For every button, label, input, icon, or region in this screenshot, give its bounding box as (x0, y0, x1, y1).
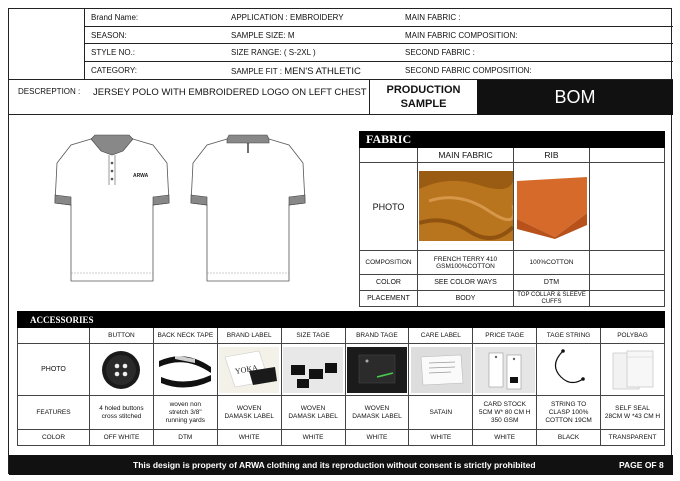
accessories-color-label: COLOR (18, 430, 90, 446)
rib-fabric-swatch (515, 173, 589, 239)
empty-fabric-color (590, 275, 665, 291)
accessory-features-size-tage (281, 396, 345, 430)
accessory-feature-line: CLASP 100% (548, 408, 589, 416)
header-row-1 (85, 9, 673, 27)
accessory-feature-line: WOVEN (236, 404, 262, 412)
accessory-features-brand-tage (345, 396, 409, 430)
accessory-color-size-tage: WHITE (281, 430, 345, 446)
brand-tag-icon (347, 347, 407, 393)
main-fabric-photo (418, 163, 514, 251)
accessory-features-back-neck-tape (153, 396, 217, 430)
rib-fabric-composition: 100%COTTON (514, 251, 590, 275)
accessory-feature-line: SATAIN (429, 408, 453, 416)
accessory-color-brand-tage: WHITE (345, 430, 409, 446)
size-range-field: SIZE RANGE: ( S-2XL ) (231, 48, 316, 57)
fabric-corner-cell (360, 148, 418, 163)
accessory-feature-line: DAMASK LABEL (224, 412, 274, 420)
accessory-photo-back-neck-tape (153, 344, 217, 396)
footer-page-number: PAGE OF 8 (619, 460, 664, 470)
season-field: SEASON: (91, 30, 127, 40)
category-field: CATEGORY: (91, 65, 137, 75)
tech-pack-sheet (8, 8, 672, 474)
accessories-corner-cell (18, 328, 90, 344)
fabric-color-label: COLOR (360, 275, 418, 291)
header-row-3 (85, 44, 673, 62)
accessory-color-back-neck-tape: DTM (153, 430, 217, 446)
empty-fabric-placement (590, 291, 665, 307)
rib-fabric-color: DTM (514, 275, 590, 291)
accessory-feature-line: WOVEN (364, 404, 390, 412)
empty-fabric-photo (590, 163, 665, 251)
accessory-feature-line: DAMASK LABEL (352, 412, 402, 420)
accessory-features-tage-string (537, 396, 601, 430)
brand-label-icon (219, 347, 279, 393)
style-no-field: STYLE NO.: (91, 48, 136, 57)
accessory-features-brand-label (217, 396, 281, 430)
accessory-header-care-label: CARE LABEL (409, 328, 473, 344)
accessory-feature-line: stretch 3/8" (168, 408, 202, 416)
accessory-photo-care-label (409, 344, 473, 396)
accessory-feature-line: woven non (169, 400, 202, 408)
chest-logo-text: ARWA (133, 173, 149, 179)
accessory-feature-line: SELF SEAL (615, 404, 650, 412)
accessory-features-price-tage (473, 396, 537, 430)
brand-label-logo-text: YOKA (234, 362, 259, 376)
footer-bar (9, 455, 673, 475)
accessory-feature-line: COTTON 19CM (545, 416, 592, 424)
accessory-photo-tage-string (537, 344, 601, 396)
empty-fabric-header (590, 148, 665, 163)
accessories-title: ACCESSORIES (18, 312, 665, 328)
size-tag-icon (283, 347, 343, 393)
accessory-color-brand-label: WHITE (217, 430, 281, 446)
accessory-photo-price-tage (473, 344, 537, 396)
description-text: JERSEY POLO WITH EMBROIDERED LOGO ON LEFT CHEST (93, 87, 367, 98)
accessory-header-button: BUTTON (90, 328, 154, 344)
main-composition-line-1: FRENCH TERRY 410 (433, 255, 498, 263)
accessory-photo-polybag (601, 344, 665, 396)
main-fabric-swatch (419, 171, 513, 241)
description-row (9, 79, 673, 115)
header (9, 9, 673, 79)
accessory-color-care-label: WHITE (409, 430, 473, 446)
accessory-feature-line: 350 GSM (490, 416, 519, 424)
accessory-photo-brand-label (217, 344, 281, 396)
polo-front-sketch (53, 133, 171, 283)
footer-copyright-note: This design is property of ARWA clothing and its reproduction without consent is strictly prohibited (133, 460, 536, 470)
accessory-color-button: OFF WHITE (90, 430, 154, 446)
rib-fabric-photo (514, 163, 590, 251)
accessory-header-tage-string: TAGE STRING (537, 328, 601, 344)
main-fabric-composition (418, 251, 514, 275)
second-fabric-composition-field: SECOND FABRIC COMPOSITION: (405, 65, 532, 75)
sample-size-field: SAMPLE SIZE: M (231, 30, 295, 40)
accessory-feature-line: WOVEN (300, 404, 326, 412)
application-field: APPLICATION : EMBROIDERY (231, 13, 344, 22)
description-label: DESCREPTION : (18, 87, 81, 96)
fabric-composition-label: COMPOSITION (360, 251, 418, 275)
production-sample-label (369, 80, 477, 115)
sample-fit-field (231, 66, 361, 77)
accessory-photo-brand-tage (345, 344, 409, 396)
header-row-4 (85, 62, 673, 80)
tag-string-icon (539, 347, 599, 393)
accessory-feature-line: 28CM W *43 CM H (604, 412, 661, 420)
accessories-table (17, 311, 665, 446)
header-row-2 (85, 27, 673, 45)
accessory-features-button (90, 396, 154, 430)
logo-box (9, 9, 85, 79)
sample-fit-label: SAMPLE FIT : (231, 66, 282, 76)
fabric-title: FABRIC (360, 132, 665, 148)
main-fabric-composition-field: MAIN FABRIC COMPOSITION: (405, 30, 518, 40)
fabric-photo-label: PHOTO (360, 163, 418, 251)
production-line-1: PRODUCTION (386, 84, 461, 96)
main-fabric-placement: BODY (418, 291, 514, 307)
accessory-feature-line: 4 holed buttons (99, 404, 144, 412)
accessory-color-polybag: TRANSPARENT (601, 430, 665, 446)
accessory-photo-size-tage (281, 344, 345, 396)
main-fabric-color: SEE COLOR WAYS (418, 275, 514, 291)
price-tag-icon (475, 347, 535, 393)
neck-tape-icon (155, 347, 215, 393)
button-icon (91, 347, 151, 393)
accessory-header-brand-label: BRAND LABEL (217, 328, 281, 344)
accessory-header-price-tage: PRICE TAGE (473, 328, 537, 344)
rib-header: RIB (514, 148, 590, 163)
main-fabric-header: MAIN FABRIC (418, 148, 514, 163)
fabric-placement-label: PLACEMENT (360, 291, 418, 307)
rib-placement-line-1: TOP COLLAR & SLEEVE (517, 292, 586, 298)
accessory-feature-line: DAMASK LABEL (288, 412, 338, 420)
empty-fabric-composition (590, 251, 665, 275)
accessory-color-price-tage: WHITE (473, 430, 537, 446)
accessory-feature-line: running yards (165, 416, 205, 424)
second-fabric-field: SECOND FABRIC : (405, 48, 475, 57)
accessory-features-polybag (601, 396, 665, 430)
accessory-header-back-neck-tape: BACK NECK TAPE (153, 328, 217, 344)
rib-placement-line-2: CUFFS (541, 298, 562, 305)
accessory-header-brand-tage: BRAND TAGE (345, 328, 409, 344)
accessory-feature-line: STRING TO (550, 400, 587, 408)
polybag-icon (603, 347, 663, 393)
main-fabric-field: MAIN FABRIC : (405, 13, 461, 22)
polo-back-sketch (189, 133, 307, 283)
sample-fit-value: MEN'S ATHLETIC (284, 65, 361, 77)
accessory-photo-button (90, 344, 154, 396)
accessory-features-care-label (409, 396, 473, 430)
bom-label: BOM (477, 80, 673, 115)
accessories-photo-label: PHOTO (18, 344, 90, 396)
fabric-table (359, 131, 665, 307)
main-composition-line-2: GSM100%COTTON (436, 262, 495, 270)
production-line-2: SAMPLE (400, 98, 447, 110)
care-label-icon (411, 347, 471, 393)
accessory-feature-line: CARD STOCK (483, 400, 526, 408)
accessory-header-polybag: POLYBAG (601, 328, 665, 344)
accessory-feature-line: 5CM W* 80 CM H (478, 408, 531, 416)
rib-fabric-placement (514, 291, 590, 307)
brand-name-field: Brand Name: (91, 13, 139, 22)
accessory-header-size-tage: SIZE TAGE (281, 328, 345, 344)
accessory-feature-line: cross stitched (101, 412, 142, 420)
accessory-color-tage-string: BLACK (537, 430, 601, 446)
accessories-features-label: FEATURES (18, 396, 90, 430)
